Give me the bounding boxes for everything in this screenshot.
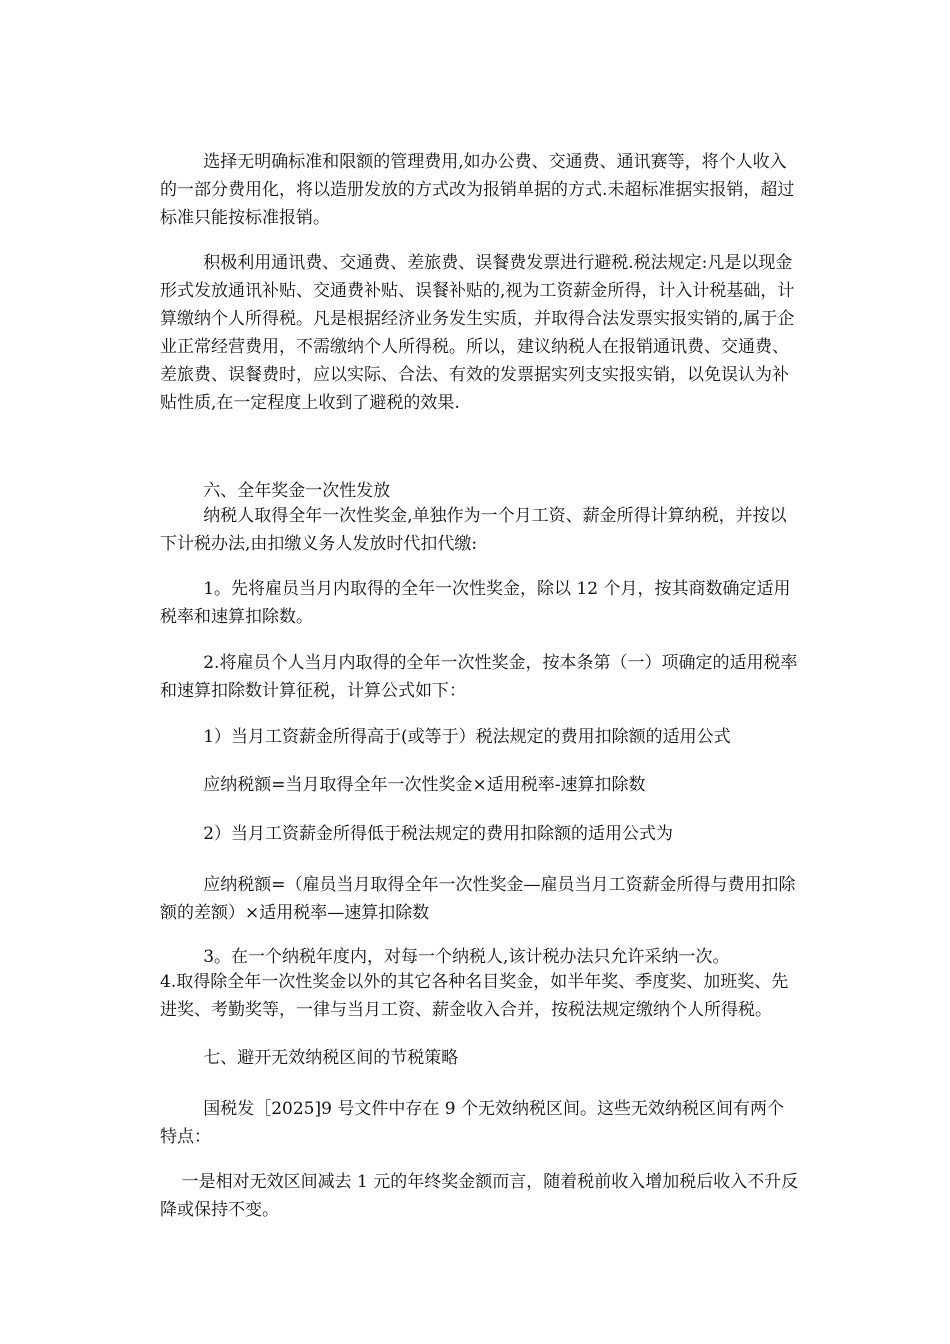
formula-case-2: 应纳税额=（雇员当月取得全年一次性奖金—雇员当月工资薪金所得与费用扣除额的差额）×适用税率—速算扣除数: [160, 875, 796, 923]
paragraph-invalid-tax-range: 国税发［2025]9 号文件中存在 9 个无效纳税区间。这些无效纳税区间有两个特点：: [160, 1099, 784, 1147]
paragraph-annual-bonus-rule: 纳税人取得全年一次性奖金,单独作为一个月工资、薪金所得计算纳税，并按以下计税办法,由扣缴义务人发放时代扣代缴:: [160, 506, 787, 554]
section-heading-invalid-tax-range: 七、避开无效纳税区间的节税策略: [160, 1048, 459, 1068]
paragraph-management-expenses: 选择无明确标准和限额的管理费用,如办公费、交通费、通讯赛等，将个人收入的一部分费用化，将以造册发放的方式改为报销单据的方式.未超标准据实报销，超过标准只能按标准报销。: [160, 152, 795, 228]
list-item-1: 1。先将雇员当月内取得的全年一次性奖金，除以 12 个月，按其商数确定适用税率和速算扣除数。: [160, 579, 791, 627]
paragraph-feature-one: 一是相对无效区间减去 1 元的年终奖金额而言，随着税前收入增加税后收入不升反降或保持不变。: [160, 1172, 799, 1220]
list-item-3: 3。在一个纳税年度内，对每一个纳税人,该计税办法只允许采纳一次。: [160, 947, 730, 967]
formula-case-2-title: 2）当月工资薪金所得低于税法规定的费用扣除额的适用公式为: [160, 824, 674, 844]
list-item-4: 4.取得除全年一次性奖金以外的其它各种名目奖金，如半年奖、季度奖、加班奖、先进奖、考勤奖等，一律与当月工资、薪金收入合并，按税法规定缴纳个人所得税。: [160, 972, 789, 1020]
section-heading-annual-bonus: 六、全年奖金一次性发放: [160, 481, 391, 501]
paragraph-invoice-tax-avoidance: 积极利用通讯费、交通费、差旅费、误餐费发票进行避税.税法规定:凡是以现金形式发放通讯补贴、交通费补贴、误餐补贴的,视为工资薪金所得，计入计税基础，计算缴纳个人所得税。凡是根据经济业务发生实质，并取得合法发票实报实销的,属于企业正常经营费用，不需缴纳个人所得税。所以，建议纳税人在报销通讯费、交通费、差旅费、误餐费时，应以实际、合法、有效的发票据实列支实报实销，以免误认为补贴性质,在一定程度上收到了避税的效果.: [160, 253, 795, 413]
formula-case-1: 应纳税额=当月取得全年一次性奖金×适用税率-速算扣除数: [160, 775, 646, 795]
formula-case-1-title: 1）当月工资薪金所得高于(或等于）税法规定的费用扣除额的适用公式: [160, 727, 731, 747]
list-item-2: 2.将雇员个人当月内取得的全年一次性奖金，按本条第（一）项确定的适用税率和速算扣除数计算征税，计算公式如下：: [160, 653, 798, 701]
